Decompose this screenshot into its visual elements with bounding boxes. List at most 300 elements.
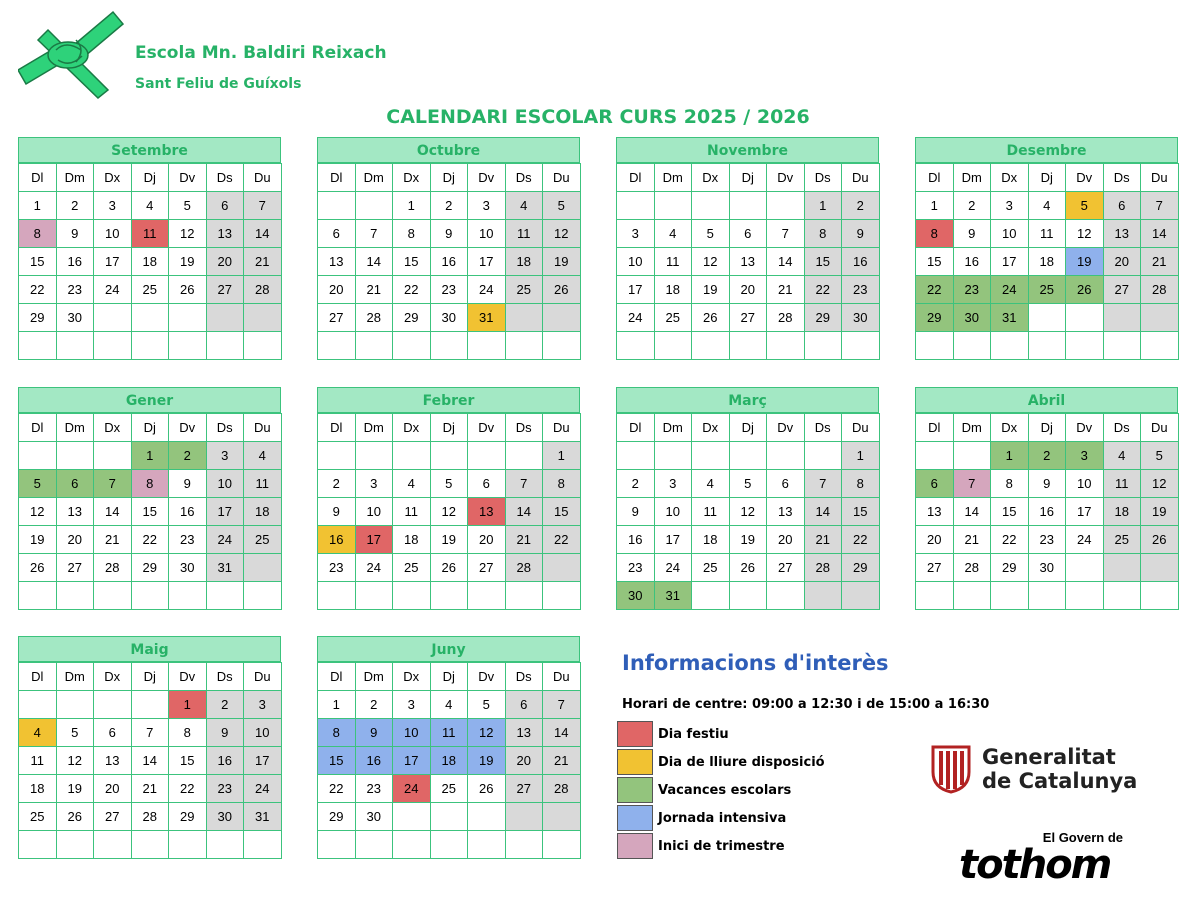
legend-swatch-festiu (617, 721, 653, 747)
day-cell (244, 304, 282, 332)
day-cell: 25 (19, 803, 57, 831)
day-cell: 3 (393, 691, 431, 719)
month-name: Març (616, 387, 879, 413)
day-cell: 13 (56, 498, 94, 526)
day-cell: 4 (505, 192, 543, 220)
day-cell: 10 (206, 470, 244, 498)
legend-label: Dia festiu (658, 726, 729, 742)
day-cell: 8 (804, 220, 842, 248)
day-cell: 23 (617, 554, 655, 582)
day-cell (131, 582, 169, 610)
info-title: Informacions d'interès (622, 651, 889, 675)
day-cell: 1 (318, 691, 356, 719)
day-cell (430, 803, 468, 831)
month-8 (18, 636, 281, 859)
day-cell (393, 582, 431, 610)
calendar-title: CALENDARI ESCOLAR CURS 2025 / 2026 (386, 106, 810, 128)
day-cell: 16 (355, 747, 393, 775)
day-cell: 27 (468, 554, 506, 582)
day-cell (430, 831, 468, 859)
day-cell: 12 (729, 498, 767, 526)
day-cell: 17 (244, 747, 282, 775)
day-cell: 16 (953, 248, 991, 276)
weekday-header: Du (543, 164, 581, 192)
weekday-header: Dv (169, 663, 207, 691)
day-cell: 13 (318, 248, 356, 276)
weekday-header: Ds (505, 164, 543, 192)
day-cell: 9 (953, 220, 991, 248)
day-cell: 2 (169, 442, 207, 470)
day-cell (1066, 304, 1104, 332)
tothom-logo (957, 828, 1127, 884)
day-cell: 1 (19, 192, 57, 220)
day-cell: 29 (804, 304, 842, 332)
day-cell: 22 (842, 526, 880, 554)
day-cell (206, 831, 244, 859)
day-cell (468, 442, 506, 470)
weekday-header: Dx (692, 414, 730, 442)
day-cell (56, 442, 94, 470)
day-cell: 22 (804, 276, 842, 304)
day-cell (543, 803, 581, 831)
day-cell: 27 (916, 554, 954, 582)
day-cell: 15 (991, 498, 1029, 526)
weekday-header: Dv (1066, 164, 1104, 192)
day-cell: 5 (692, 220, 730, 248)
weekday-header: Ds (804, 164, 842, 192)
day-cell: 19 (692, 276, 730, 304)
day-cell: 15 (842, 498, 880, 526)
day-cell: 27 (206, 276, 244, 304)
day-cell (56, 831, 94, 859)
day-cell (56, 332, 94, 360)
day-cell: 20 (1103, 248, 1141, 276)
day-cell: 25 (1028, 276, 1066, 304)
weekday-header: Dj (430, 414, 468, 442)
day-cell (393, 803, 431, 831)
day-cell: 27 (56, 554, 94, 582)
day-cell: 26 (692, 304, 730, 332)
day-cell: 14 (767, 248, 805, 276)
day-cell (318, 332, 356, 360)
day-cell: 22 (169, 775, 207, 803)
day-cell (916, 582, 954, 610)
day-cell: 8 (318, 719, 356, 747)
day-cell: 19 (169, 248, 207, 276)
day-cell: 12 (56, 747, 94, 775)
day-cell (94, 582, 132, 610)
day-cell: 1 (991, 442, 1029, 470)
day-cell: 4 (692, 470, 730, 498)
day-cell (1066, 582, 1104, 610)
weekday-header: Dj (1028, 414, 1066, 442)
day-cell: 28 (505, 554, 543, 582)
day-cell (1103, 554, 1141, 582)
day-cell (355, 831, 393, 859)
day-cell: 19 (19, 526, 57, 554)
weekday-header: Dm (56, 663, 94, 691)
day-cell: 28 (953, 554, 991, 582)
day-cell: 10 (654, 498, 692, 526)
day-cell: 26 (468, 775, 506, 803)
day-cell (468, 831, 506, 859)
day-cell (1141, 304, 1179, 332)
day-cell (19, 582, 57, 610)
month-grid (915, 413, 1179, 610)
school-town: Sant Feliu de Guíxols (135, 76, 302, 92)
day-cell: 1 (131, 442, 169, 470)
day-cell: 17 (94, 248, 132, 276)
day-cell: 24 (393, 775, 431, 803)
day-cell: 5 (468, 691, 506, 719)
day-cell: 10 (355, 498, 393, 526)
day-cell: 4 (1028, 192, 1066, 220)
weekday-header: Dm (56, 164, 94, 192)
legend-item-intensiva (617, 804, 825, 832)
day-cell (94, 332, 132, 360)
day-cell: 19 (1141, 498, 1179, 526)
day-cell: 4 (1103, 442, 1141, 470)
weekday-header: Dl (916, 414, 954, 442)
weekday-header: Ds (206, 663, 244, 691)
day-cell: 29 (19, 304, 57, 332)
day-cell (842, 582, 880, 610)
day-cell (543, 831, 581, 859)
day-cell: 25 (430, 775, 468, 803)
day-cell: 9 (1028, 470, 1066, 498)
day-cell (767, 332, 805, 360)
day-cell: 20 (94, 775, 132, 803)
day-cell: 26 (169, 276, 207, 304)
day-cell (729, 442, 767, 470)
day-cell: 15 (19, 248, 57, 276)
day-cell: 31 (468, 304, 506, 332)
weekday-header: Dl (19, 164, 57, 192)
day-cell (430, 442, 468, 470)
day-cell: 24 (244, 775, 282, 803)
day-cell: 12 (19, 498, 57, 526)
day-cell: 8 (991, 470, 1029, 498)
weekday-header: Du (842, 164, 880, 192)
day-cell: 16 (1028, 498, 1066, 526)
month-9 (317, 636, 580, 859)
day-cell: 20 (916, 526, 954, 554)
day-cell: 31 (244, 803, 282, 831)
day-cell: 3 (1066, 442, 1104, 470)
day-cell (1028, 304, 1066, 332)
day-cell: 14 (1141, 220, 1179, 248)
day-cell: 20 (767, 526, 805, 554)
day-cell: 18 (692, 526, 730, 554)
day-cell: 24 (355, 554, 393, 582)
weekday-header: Dm (355, 663, 393, 691)
weekday-header: Ds (1103, 164, 1141, 192)
day-cell: 8 (19, 220, 57, 248)
month-grid (18, 662, 282, 859)
day-cell: 23 (206, 775, 244, 803)
month-0 (18, 137, 281, 360)
month-5 (317, 387, 580, 610)
day-cell: 20 (505, 747, 543, 775)
day-cell (94, 304, 132, 332)
day-cell (19, 442, 57, 470)
day-cell (94, 442, 132, 470)
day-cell: 12 (430, 498, 468, 526)
day-cell: 11 (654, 248, 692, 276)
weekday-header: Ds (505, 663, 543, 691)
day-cell (505, 304, 543, 332)
weekday-header: Dv (468, 663, 506, 691)
day-cell: 8 (916, 220, 954, 248)
month-grid (317, 662, 581, 859)
day-cell: 3 (355, 470, 393, 498)
day-cell (94, 691, 132, 719)
day-cell: 9 (56, 220, 94, 248)
weekday-header: Dx (991, 414, 1029, 442)
day-cell: 7 (355, 220, 393, 248)
day-cell (244, 831, 282, 859)
day-cell: 9 (206, 719, 244, 747)
day-cell: 29 (842, 554, 880, 582)
tothom-small-text: El Govern de (1042, 830, 1123, 845)
day-cell: 30 (842, 304, 880, 332)
day-cell (355, 442, 393, 470)
day-cell (505, 582, 543, 610)
month-name: Octubre (317, 137, 580, 163)
day-cell: 1 (842, 442, 880, 470)
month-grid (317, 413, 581, 610)
day-cell: 22 (19, 276, 57, 304)
day-cell: 13 (729, 248, 767, 276)
day-cell (1103, 582, 1141, 610)
day-cell (543, 332, 581, 360)
day-cell: 8 (131, 470, 169, 498)
day-cell: 25 (1103, 526, 1141, 554)
day-cell: 4 (244, 442, 282, 470)
day-cell (56, 582, 94, 610)
weekday-header: Du (244, 164, 282, 192)
legend-label: Dia de lliure disposició (658, 754, 825, 770)
day-cell: 3 (244, 691, 282, 719)
day-cell (729, 582, 767, 610)
day-cell: 28 (94, 554, 132, 582)
day-cell: 6 (916, 470, 954, 498)
day-cell: 29 (318, 803, 356, 831)
weekday-header: Dj (430, 663, 468, 691)
weekday-header: Dx (991, 164, 1029, 192)
day-cell: 28 (1141, 276, 1179, 304)
weekday-header: Dv (767, 164, 805, 192)
day-cell: 14 (953, 498, 991, 526)
weekday-header: Dm (355, 164, 393, 192)
day-cell: 26 (56, 803, 94, 831)
day-cell (206, 582, 244, 610)
day-cell: 14 (355, 248, 393, 276)
day-cell: 8 (543, 470, 581, 498)
day-cell: 12 (1066, 220, 1104, 248)
month-1 (317, 137, 580, 360)
day-cell: 9 (355, 719, 393, 747)
day-cell (430, 582, 468, 610)
day-cell: 9 (318, 498, 356, 526)
day-cell: 19 (468, 747, 506, 775)
day-cell: 11 (19, 747, 57, 775)
day-cell: 20 (729, 276, 767, 304)
weekday-header: Ds (804, 414, 842, 442)
day-cell: 26 (1066, 276, 1104, 304)
day-cell: 2 (318, 470, 356, 498)
weekday-header: Dx (94, 164, 132, 192)
day-cell: 13 (505, 719, 543, 747)
day-cell: 19 (1066, 248, 1104, 276)
day-cell: 26 (729, 554, 767, 582)
weekday-header: Dj (729, 414, 767, 442)
day-cell: 18 (430, 747, 468, 775)
day-cell: 30 (169, 554, 207, 582)
day-cell: 29 (991, 554, 1029, 582)
weekday-header: Dv (468, 414, 506, 442)
day-cell: 17 (1066, 498, 1104, 526)
day-cell (1028, 332, 1066, 360)
day-cell: 4 (131, 192, 169, 220)
day-cell: 12 (169, 220, 207, 248)
weekday-header: Dl (916, 164, 954, 192)
day-cell: 16 (169, 498, 207, 526)
day-cell (1141, 332, 1179, 360)
day-cell (505, 442, 543, 470)
day-cell (953, 332, 991, 360)
day-cell: 23 (430, 276, 468, 304)
day-cell: 24 (206, 526, 244, 554)
legend-item-vacances (617, 776, 825, 804)
day-cell: 25 (393, 554, 431, 582)
day-cell: 31 (654, 582, 692, 610)
month-name: Febrer (317, 387, 580, 413)
day-cell: 6 (468, 470, 506, 498)
day-cell: 5 (1141, 442, 1179, 470)
day-cell: 27 (1103, 276, 1141, 304)
day-cell: 18 (1028, 248, 1066, 276)
weekday-header: Ds (1103, 414, 1141, 442)
month-grid (317, 163, 581, 360)
legend-label: Jornada intensiva (658, 810, 787, 826)
day-cell: 5 (430, 470, 468, 498)
day-cell: 16 (430, 248, 468, 276)
weekday-header: Du (244, 414, 282, 442)
day-cell: 22 (318, 775, 356, 803)
day-cell: 10 (468, 220, 506, 248)
day-cell: 13 (206, 220, 244, 248)
day-cell: 27 (767, 554, 805, 582)
day-cell: 27 (505, 775, 543, 803)
day-cell (842, 332, 880, 360)
day-cell: 30 (953, 304, 991, 332)
weekday-header: Dm (953, 164, 991, 192)
day-cell (505, 332, 543, 360)
day-cell: 27 (729, 304, 767, 332)
day-cell: 29 (393, 304, 431, 332)
day-cell: 12 (1141, 470, 1179, 498)
day-cell: 11 (393, 498, 431, 526)
legend-swatch-intensiva (617, 805, 653, 831)
weekday-header: Dj (1028, 164, 1066, 192)
day-cell: 28 (355, 304, 393, 332)
day-cell (543, 554, 581, 582)
month-name: Maig (18, 636, 281, 662)
month-grid (616, 163, 880, 360)
day-cell: 18 (19, 775, 57, 803)
day-cell: 7 (94, 470, 132, 498)
day-cell (206, 332, 244, 360)
day-cell (318, 442, 356, 470)
day-cell: 22 (393, 276, 431, 304)
weekday-header: Dv (767, 414, 805, 442)
weekday-header: Dj (131, 663, 169, 691)
day-cell: 21 (1141, 248, 1179, 276)
day-cell: 19 (729, 526, 767, 554)
weekday-header: Dl (617, 414, 655, 442)
day-cell: 13 (1103, 220, 1141, 248)
school-name: Escola Mn. Baldiri Reixach (135, 43, 387, 63)
day-cell: 30 (206, 803, 244, 831)
month-4 (18, 387, 281, 610)
day-cell: 2 (1028, 442, 1066, 470)
weekday-header: Dv (169, 414, 207, 442)
month-name: Setembre (18, 137, 281, 163)
day-cell: 27 (94, 803, 132, 831)
day-cell (169, 332, 207, 360)
day-cell: 1 (169, 691, 207, 719)
month-6 (616, 387, 879, 610)
day-cell (131, 332, 169, 360)
day-cell: 10 (991, 220, 1029, 248)
day-cell (505, 831, 543, 859)
day-cell (692, 192, 730, 220)
day-cell (206, 304, 244, 332)
day-cell: 6 (56, 470, 94, 498)
day-cell (318, 831, 356, 859)
day-cell: 7 (804, 470, 842, 498)
legend-swatch-lliure (617, 749, 653, 775)
day-cell (953, 582, 991, 610)
day-cell (1066, 554, 1104, 582)
day-cell (543, 304, 581, 332)
day-cell: 13 (94, 747, 132, 775)
day-cell: 28 (767, 304, 805, 332)
day-cell: 25 (654, 304, 692, 332)
day-cell: 10 (393, 719, 431, 747)
day-cell (169, 831, 207, 859)
day-cell: 3 (468, 192, 506, 220)
day-cell (767, 582, 805, 610)
day-cell: 17 (393, 747, 431, 775)
weekday-header: Dx (393, 663, 431, 691)
weekday-header: Du (543, 414, 581, 442)
weekday-header: Dx (94, 663, 132, 691)
day-cell (729, 192, 767, 220)
weekday-header: Dm (56, 414, 94, 442)
day-cell: 6 (505, 691, 543, 719)
day-cell (56, 691, 94, 719)
day-cell: 18 (1103, 498, 1141, 526)
day-cell: 13 (767, 498, 805, 526)
day-cell: 19 (430, 526, 468, 554)
day-cell: 7 (543, 691, 581, 719)
month-name: Abril (915, 387, 1178, 413)
day-cell: 8 (393, 220, 431, 248)
day-cell: 16 (206, 747, 244, 775)
day-cell: 23 (842, 276, 880, 304)
